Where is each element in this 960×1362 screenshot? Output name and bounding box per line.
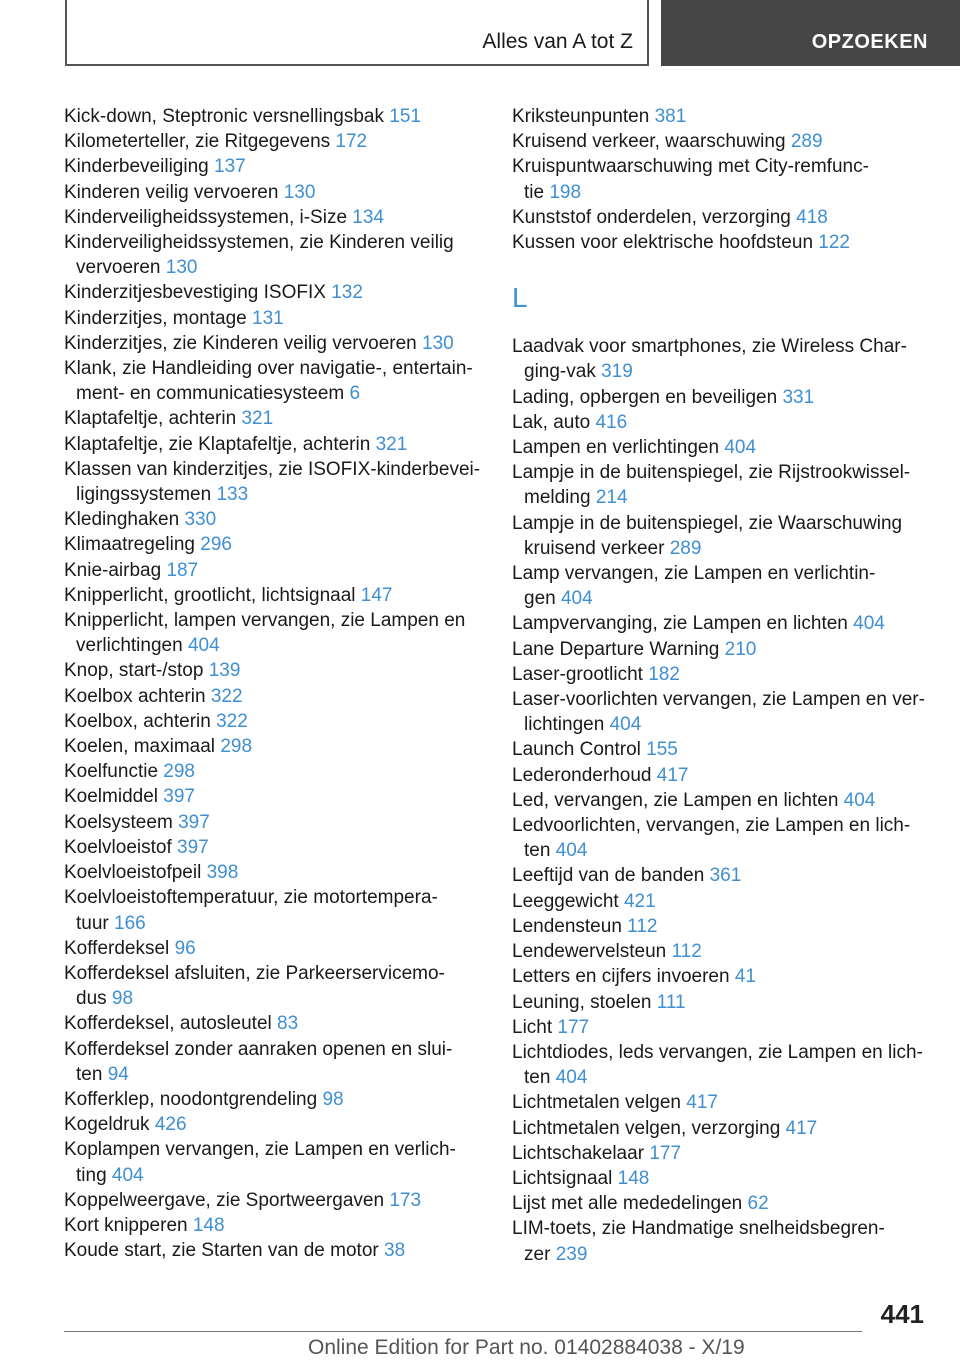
index-entry-text: Kort knipperen: [64, 1214, 188, 1236]
index-entry: [512, 1141, 932, 1166]
page-link[interactable]: 404: [555, 1067, 588, 1089]
page-link[interactable]: 198: [549, 181, 582, 203]
page-link[interactable]: 322: [210, 685, 243, 707]
page-link[interactable]: 330: [184, 509, 217, 531]
index-entry: [512, 511, 932, 561]
index-entry: [512, 1216, 932, 1266]
index-entry: [64, 608, 484, 658]
index-entry: [64, 280, 484, 305]
index-entry-text: LIM-toets, zie Handmatige snelheidsbegren-: [512, 1218, 885, 1240]
page-link[interactable]: 62: [747, 1193, 769, 1215]
index-entry-text: Koude start, zie Starten van de motor: [64, 1240, 379, 1262]
page-link[interactable]: 83: [277, 1013, 299, 1035]
page-link[interactable]: 404: [560, 588, 593, 610]
index-entry: [64, 583, 484, 608]
index-entry-text: Lampen en verlichtingen: [512, 437, 720, 459]
page-link[interactable]: 289: [669, 537, 702, 559]
footer-text: Online Edition for Part no. 01402884038 - X/19: [308, 1336, 745, 1359]
index-entry-text: Leeggewicht: [512, 890, 619, 912]
index-entry: [64, 507, 484, 532]
page-link[interactable]: 321: [375, 433, 408, 455]
index-entry-text: Koplampen vervangen, zie Lampen en verlich-: [64, 1139, 456, 1161]
page-link[interactable]: 426: [154, 1114, 187, 1136]
index-entry-text: Klank, zie Handleiding over navigatie-, entertain-: [64, 358, 473, 380]
index-entry-continuation: ten: [76, 1063, 103, 1085]
page-link[interactable]: 404: [609, 714, 642, 736]
index-column-left: [64, 104, 484, 1263]
index-entry: [64, 961, 484, 1011]
page-link[interactable]: 298: [220, 736, 253, 758]
index-entry: [512, 1015, 932, 1040]
index-entry-text: Koelen, maximaal: [64, 736, 216, 758]
index-entry: [512, 1166, 932, 1191]
page-link[interactable]: 381: [654, 106, 687, 127]
index-entry: [64, 230, 484, 280]
page-link[interactable]: 397: [178, 811, 210, 833]
index-entry-text: Lichtsignaal: [512, 1167, 613, 1189]
index-letter-heading: L: [512, 282, 528, 314]
index-entry-continuation: lichtingen: [524, 714, 605, 736]
index-entry-text: Lichtdiodes, leds vervangen, zie Lampen en lich-: [512, 1041, 923, 1063]
index-entry: [512, 129, 932, 154]
page-link[interactable]: 404: [555, 840, 588, 862]
index-entry: [64, 684, 484, 709]
index-entry: [512, 687, 932, 737]
index-entry: [64, 180, 484, 205]
index-entry: [64, 331, 484, 356]
page-link[interactable]: 417: [686, 1092, 718, 1114]
section-tab[interactable]: [65, 0, 649, 66]
page-link[interactable]: 298: [163, 761, 195, 783]
index-entry: [64, 306, 484, 331]
index-entry: [512, 990, 932, 1015]
index-entry: [512, 460, 932, 510]
index-entry-text: Koppelweergave, zie Sportweergaven: [64, 1189, 385, 1211]
page-link[interactable]: 151: [389, 106, 421, 127]
index-entry: [64, 104, 484, 129]
index-group-l: [512, 334, 932, 1267]
page-link[interactable]: 398: [206, 862, 239, 884]
page-link[interactable]: 173: [389, 1189, 422, 1211]
index-entry: [64, 734, 484, 759]
index-entry-text: Kussen voor elektrische hoofdsteun: [512, 232, 814, 254]
index-entry-text: Lampvervanging, zie Lampen en lichten: [512, 613, 848, 635]
index-entry-text: Kledinghaken: [64, 509, 180, 531]
index-entry-text: Ledvoorlichten, vervangen, zie Lampen en lich-: [512, 815, 911, 837]
index-entry: [64, 1011, 484, 1036]
index-entry: [64, 835, 484, 860]
page-link[interactable]: 98: [111, 988, 134, 1010]
index-entry: [64, 558, 484, 583]
index-entry: [512, 611, 932, 636]
page-link[interactable]: 397: [177, 836, 209, 858]
index-entry-text: Koelbox, achterin: [64, 710, 211, 732]
index-entry-text: Leeftijd van de banden: [512, 865, 705, 887]
index-entry-continuation: gen: [524, 588, 556, 610]
page-link[interactable]: 98: [322, 1088, 344, 1110]
page-link[interactable]: 187: [166, 559, 199, 581]
page-link[interactable]: 404: [111, 1164, 144, 1186]
index-entry-text: Knipperlicht, grootlicht, lichtsignaal: [64, 584, 356, 606]
index-entry-text: Klimaatregeling: [64, 534, 195, 556]
index-entry-continuation: melding: [524, 487, 591, 509]
index-entry: [64, 356, 484, 406]
footer-divider: [64, 1331, 862, 1332]
index-entry-text: Kofferdeksel: [64, 937, 170, 959]
page-link[interactable]: 134: [352, 206, 384, 228]
index-entry-text: Led, vervangen, zie Lampen en lichten: [512, 789, 839, 811]
index-entry: [64, 406, 484, 431]
index-entry-text: Licht: [512, 1016, 553, 1038]
index-entry-continuation: tuur: [76, 912, 109, 934]
index-entry-text: Koelsysteem: [64, 811, 173, 833]
page-link[interactable]: 214: [595, 487, 628, 509]
page-link[interactable]: 331: [782, 386, 815, 408]
index-entry-text: Lane Departure Warning: [512, 638, 720, 660]
index-entry-text: Koelvloeistofpeil: [64, 862, 202, 884]
index-entry-text: Kruisend verkeer, waarschuwing: [512, 131, 786, 153]
index-entry-text: Kilometerteller, zie Ritgegevens: [64, 131, 331, 153]
page-link[interactable]: 130: [165, 257, 198, 279]
index-entry-text: Koelfunctie: [64, 761, 159, 783]
page-link[interactable]: 131: [252, 307, 284, 329]
index-entry: [64, 1137, 484, 1187]
index-entry: [64, 1112, 484, 1137]
index-entry: [512, 410, 932, 435]
index-entry-text: Lijst met alle mededelingen: [512, 1193, 743, 1215]
index-entry-text: Kruispuntwaarschuwing met City-remfunc-: [512, 156, 869, 178]
index-entry-text: Lampje in de buitenspiegel, zie Waarschuwing: [512, 512, 903, 534]
index-entry-text: Laadvak voor smartphones, zie Wireless Char-: [512, 336, 907, 358]
index-entry-text: Klaptafeltje, zie Klaptafeltje, achterin: [64, 433, 371, 455]
index-entry-text: Kinderzitjesbevestiging ISOFIX: [64, 282, 326, 304]
page-link[interactable]: 130: [422, 332, 454, 354]
index-entry-text: Klaptafeltje, achterin: [64, 408, 237, 430]
index-entry-text: Lading, opbergen en beveiligen: [512, 386, 778, 408]
index-entry-text: Kunststof onderdelen, verzorging: [512, 206, 791, 228]
page-link[interactable]: 321: [241, 408, 274, 430]
page-link[interactable]: 41: [734, 966, 756, 988]
page-link[interactable]: 397: [163, 786, 195, 808]
index-entry-text: Knop, start-/stop: [64, 660, 204, 682]
index-entry-text: Laser-grootlicht: [512, 663, 643, 685]
page-link[interactable]: 404: [843, 789, 876, 811]
index-entry: [512, 737, 932, 762]
page-number: 441: [880, 1299, 924, 1329]
page-link[interactable]: 417: [785, 1117, 818, 1139]
index-entry: [64, 205, 484, 230]
index-entry-text: Launch Control: [512, 739, 641, 761]
index-entry-text: Kinderveiligheidssystemen, zie Kinderen veilig: [64, 232, 454, 254]
index-entry: [512, 964, 932, 989]
page-link[interactable]: 416: [595, 411, 628, 433]
index-entry-text: Kriksteunpunten: [512, 106, 650, 127]
index-entry: [512, 813, 932, 863]
index-entry: [512, 435, 932, 460]
index-entry-text: Klassen van kinderzitjes, zie ISOFIX-kinderbevei-: [64, 458, 481, 480]
index-entry-text: Kinderzitjes, zie Kinderen veilig vervoeren: [64, 332, 417, 354]
index-entry-text: Kinderzitjes, montage: [64, 307, 247, 329]
index-entry-continuation: verlichtingen: [76, 635, 183, 657]
index-entry-continuation: ting: [76, 1164, 107, 1186]
page-link[interactable]: 122: [818, 232, 850, 254]
page-link[interactable]: 147: [360, 584, 393, 606]
index-entry: [512, 637, 932, 662]
index-entry-text: Kinderveiligheidssystemen, i-Size: [64, 206, 348, 228]
index-entry-text: Kinderen veilig vervoeren: [64, 181, 279, 203]
index-entry-text: Knipperlicht, lampen vervangen, zie Lampen en: [64, 610, 466, 632]
index-entry: [64, 860, 484, 885]
index-entry-text: Kinderbeveiliging: [64, 156, 209, 178]
index-group-k: [512, 104, 932, 255]
page-link[interactable]: 210: [724, 638, 757, 660]
page-link[interactable]: 38: [384, 1240, 406, 1262]
page-link[interactable]: 296: [200, 534, 232, 556]
index-entry: [512, 561, 932, 611]
page-link[interactable]: 322: [216, 710, 248, 732]
index-entry-text: Leuning, stoelen: [512, 991, 652, 1013]
index-entry-text: Lederonderhoud: [512, 764, 652, 786]
index-entry: [512, 205, 932, 230]
index-entry: [512, 1040, 932, 1090]
page-link[interactable]: 112: [671, 941, 702, 963]
page-link[interactable]: 112: [627, 915, 658, 937]
index-entry: [64, 759, 484, 784]
index-entry: [512, 889, 932, 914]
index-entry: [64, 1087, 484, 1112]
page-link[interactable]: 133: [216, 484, 249, 506]
search-tab[interactable]: [661, 0, 960, 66]
page-link[interactable]: 418: [796, 206, 828, 228]
index-entry-text: Koelvloeistof: [64, 836, 172, 858]
page-link[interactable]: 404: [724, 437, 757, 459]
page-link[interactable]: 96: [174, 937, 196, 959]
index-entry-text: Lendewervelsteun: [512, 941, 667, 963]
index-entry-text: Kofferdeksel afsluiten, zie Parkeerservicemo-: [64, 962, 445, 984]
page-link[interactable]: 319: [601, 361, 633, 383]
page-link[interactable]: 182: [648, 663, 680, 685]
index-entry-continuation: ten: [524, 840, 551, 862]
index-entry-continuation: tie: [524, 181, 545, 203]
index-entry-text: Lichtmetalen velgen: [512, 1092, 681, 1114]
section-tab-label: Alles van A tot Z: [482, 30, 633, 53]
index-entry: [64, 532, 484, 557]
index-entry: [512, 939, 932, 964]
index-entry: [512, 1090, 932, 1115]
index-entry-continuation: kruisend verkeer: [524, 537, 665, 559]
index-entry: [512, 788, 932, 813]
index-entry: [512, 1116, 932, 1141]
page-link[interactable]: 361: [709, 865, 742, 887]
index-entry: [512, 385, 932, 410]
index-entry: [64, 432, 484, 457]
index-entry: [64, 1213, 484, 1238]
page-link[interactable]: 132: [331, 282, 363, 304]
index-entry-text: Lendensteun: [512, 915, 622, 937]
index-entry: [512, 662, 932, 687]
index-entry-continuation: ging-vak: [524, 361, 596, 383]
page-link[interactable]: 139: [208, 660, 241, 682]
index-entry: [512, 154, 932, 204]
page-link[interactable]: 289: [790, 131, 823, 153]
index-entry: [64, 129, 484, 154]
index-entry-text: Kofferdeksel zonder aanraken openen en slui-: [64, 1038, 453, 1060]
index-entry: [64, 1188, 484, 1213]
index-entry: [64, 658, 484, 683]
index-entry-text: Laser-voorlichten vervangen, zie Lampen en ver-: [512, 689, 925, 711]
index-entry-text: Lampje in de buitenspiegel, zie Rijstrookwissel-: [512, 462, 911, 484]
index-entry-continuation: dus: [76, 988, 107, 1010]
index-entry-text: Koelmiddel: [64, 786, 158, 808]
index-entry-text: Kick-down, Steptronic versnellingsbak: [64, 106, 384, 127]
index-entry: [512, 863, 932, 888]
page-link[interactable]: 417: [656, 764, 689, 786]
index-entry: [64, 1037, 484, 1087]
index-entry-text: Lak, auto: [512, 411, 591, 433]
index-entry: [512, 914, 932, 939]
index-entry: [64, 1238, 484, 1263]
index-entry-text: Lichtmetalen velgen, verzorging: [512, 1117, 781, 1139]
index-entry-text: Knie-airbag: [64, 559, 162, 581]
index-entry-text: Koelvloeistoftemperatuur, zie motortempera-: [64, 887, 438, 909]
index-entry: [512, 334, 932, 384]
page-link[interactable]: 166: [114, 912, 146, 934]
index-entry: [512, 1191, 932, 1216]
index-entry-text: Lichtschakelaar: [512, 1142, 645, 1164]
index-entry-text: Kofferdeksel, autosleutel: [64, 1013, 272, 1035]
page-link[interactable]: 421: [623, 890, 656, 912]
page-link[interactable]: 177: [649, 1142, 682, 1164]
index-entry-continuation: ligingssystemen: [76, 484, 212, 506]
index-entry-text: Kofferklep, noodontgrendeling: [64, 1088, 318, 1110]
index-entry: [64, 457, 484, 507]
page-link[interactable]: 155: [646, 739, 678, 761]
index-entry-text: Kogeldruk: [64, 1114, 150, 1136]
page-link[interactable]: 148: [192, 1214, 225, 1236]
page-link[interactable]: 130: [283, 181, 316, 203]
index-entry-text: Lamp vervangen, zie Lampen en verlichtin-: [512, 563, 876, 585]
index-entry: [512, 230, 932, 255]
index-column-right: [512, 104, 932, 1267]
page-link[interactable]: 239: [555, 1243, 588, 1265]
index-entry: [64, 709, 484, 734]
index-entry: [64, 936, 484, 961]
index-entry-continuation: ten: [524, 1067, 551, 1089]
index-entry: [64, 885, 484, 935]
index-entry-text: Koelbox achterin: [64, 685, 206, 707]
index-entry: [512, 104, 932, 129]
index-entry: [64, 154, 484, 179]
page-link[interactable]: 111: [656, 991, 686, 1013]
page-link[interactable]: 177: [557, 1016, 590, 1038]
index-entry-text: Letters en cijfers invoeren: [512, 966, 730, 988]
index-entry-continuation: vervoeren: [76, 257, 161, 279]
page-link[interactable]: 137: [214, 156, 246, 178]
page-link[interactable]: 404: [187, 635, 220, 657]
index-entry-continuation: ment- en communicatiesysteem: [76, 383, 345, 405]
index-entry: [64, 810, 484, 835]
page-link[interactable]: 172: [335, 131, 368, 153]
search-tab-label: OPZOEKEN: [811, 31, 928, 53]
page-link[interactable]: 404: [853, 613, 885, 635]
page-link[interactable]: 6: [349, 383, 361, 405]
index-entry: [512, 763, 932, 788]
index-entry-continuation: zer: [524, 1243, 551, 1265]
page-link[interactable]: 94: [107, 1063, 129, 1085]
index-entry: [64, 784, 484, 809]
page-link[interactable]: 148: [617, 1167, 650, 1189]
